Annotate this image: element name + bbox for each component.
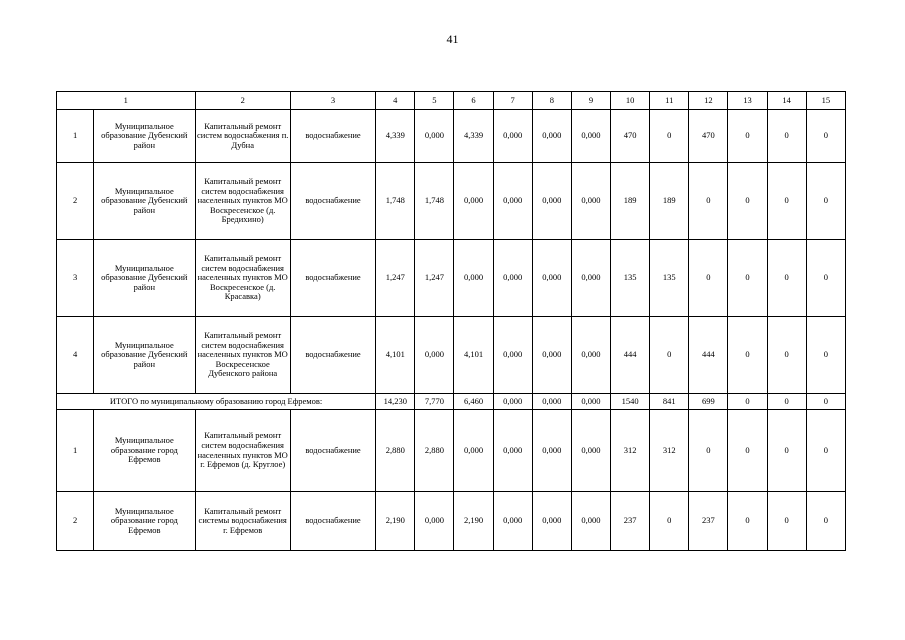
value-cell: 0,000 [454, 240, 493, 317]
value-cell: 0,000 [532, 240, 571, 317]
header-cell: 1 [57, 92, 196, 110]
value-cell: 4,101 [454, 317, 493, 394]
project-cell: Капитальный ремонт системы водоснабжения г. Ефремов [195, 492, 290, 551]
value-cell: 1,748 [415, 163, 454, 240]
total-value-cell: 0,000 [493, 394, 532, 410]
value-cell: 0,000 [493, 317, 532, 394]
value-cell: 0 [806, 492, 845, 551]
project-cell: Капитальный ремонт систем водоснабжения п. Дубна [195, 110, 290, 163]
value-cell: 312 [650, 410, 689, 492]
value-cell: 0,000 [454, 410, 493, 492]
value-cell: 0,000 [493, 410, 532, 492]
municipality-cell: Муниципальное образование город Ефремов [94, 492, 195, 551]
header-cell: 2 [195, 92, 290, 110]
project-cell: Капитальный ремонт систем водоснабжения населенных пунктов МО Воскресенское (д. Бредихино) [195, 163, 290, 240]
value-cell: 0 [689, 163, 728, 240]
value-cell: 189 [650, 163, 689, 240]
row-number-cell: 2 [57, 492, 94, 551]
value-cell: 0,000 [493, 163, 532, 240]
value-cell: 470 [689, 110, 728, 163]
value-cell: 0 [806, 110, 845, 163]
category-cell: водоснабжение [290, 110, 375, 163]
row-number-cell: 4 [57, 317, 94, 394]
municipality-cell: Муниципальное образование Дубенский район [94, 240, 195, 317]
municipality-cell: Муниципальное образование Дубенский район [94, 163, 195, 240]
value-cell: 0 [689, 410, 728, 492]
category-cell: водоснабжение [290, 240, 375, 317]
value-cell: 237 [611, 492, 650, 551]
category-cell: водоснабжение [290, 410, 375, 492]
table-row [57, 317, 846, 394]
value-cell: 444 [689, 317, 728, 394]
total-value-cell: 14,230 [376, 394, 415, 410]
value-cell: 2,880 [376, 410, 415, 492]
total-value-cell: 0,000 [571, 394, 610, 410]
value-cell: 0 [767, 410, 806, 492]
value-cell: 0 [689, 240, 728, 317]
header-cell: 4 [376, 92, 415, 110]
value-cell: 0 [806, 240, 845, 317]
total-value-cell: 1540 [611, 394, 650, 410]
category-cell: водоснабжение [290, 163, 375, 240]
table-row [57, 492, 846, 551]
total-value-cell: 841 [650, 394, 689, 410]
municipality-cell: Муниципальное образование город Ефремов [94, 410, 195, 492]
value-cell: 237 [689, 492, 728, 551]
value-cell: 470 [611, 110, 650, 163]
value-cell: 135 [650, 240, 689, 317]
value-cell: 135 [611, 240, 650, 317]
header-row [57, 92, 846, 110]
header-cell: 15 [806, 92, 845, 110]
value-cell: 0 [728, 240, 767, 317]
municipality-cell: Муниципальное образование Дубенский район [94, 317, 195, 394]
value-cell: 4,339 [454, 110, 493, 163]
value-cell: 0 [650, 492, 689, 551]
value-cell: 0,000 [571, 492, 610, 551]
value-cell: 0 [767, 163, 806, 240]
row-number-cell: 1 [57, 410, 94, 492]
value-cell: 0,000 [571, 317, 610, 394]
total-value-cell: 0 [767, 394, 806, 410]
value-cell: 189 [611, 163, 650, 240]
total-value-cell: 0 [728, 394, 767, 410]
municipality-cell: Муниципальное образование Дубенский район [94, 110, 195, 163]
project-cell: Капитальный ремонт систем водоснабжения населенных пунктов МО г. Ефремов (д. Круглое) [195, 410, 290, 492]
row-number-cell: 2 [57, 163, 94, 240]
total-value-cell: 6,460 [454, 394, 493, 410]
header-cell: 3 [290, 92, 375, 110]
page-number: 41 [446, 32, 459, 46]
value-cell: 4,339 [376, 110, 415, 163]
value-cell: 0,000 [454, 163, 493, 240]
value-cell: 4,101 [376, 317, 415, 394]
value-cell: 0,000 [532, 492, 571, 551]
header-cell: 6 [454, 92, 493, 110]
value-cell: 0 [728, 410, 767, 492]
value-cell: 0 [728, 492, 767, 551]
value-cell: 312 [611, 410, 650, 492]
value-cell: 2,880 [415, 410, 454, 492]
value-cell: 0,000 [493, 240, 532, 317]
value-cell: 0,000 [493, 492, 532, 551]
value-cell: 0 [728, 110, 767, 163]
value-cell: 0,000 [571, 240, 610, 317]
table-row [57, 240, 846, 317]
header-cell: 14 [767, 92, 806, 110]
value-cell: 0,000 [493, 110, 532, 163]
total-value-cell: 0 [806, 394, 845, 410]
value-cell: 0,000 [415, 492, 454, 551]
header-cell: 5 [415, 92, 454, 110]
header-cell: 8 [532, 92, 571, 110]
table-row [57, 163, 846, 240]
total-label-cell: ИТОГО по муниципальному образованию город Ефремов: [57, 394, 376, 410]
category-cell: водоснабжение [290, 317, 375, 394]
value-cell: 0,000 [532, 110, 571, 163]
value-cell: 0 [650, 317, 689, 394]
value-cell: 0 [767, 240, 806, 317]
project-cell: Капитальный ремонт систем водоснабжения населенных пунктов МО Воскресенское Дубенского района [195, 317, 290, 394]
value-cell: 1,247 [376, 240, 415, 317]
row-number-cell: 1 [57, 110, 94, 163]
data-table [56, 91, 846, 551]
header-cell: 10 [611, 92, 650, 110]
header-cell: 11 [650, 92, 689, 110]
value-cell: 1,247 [415, 240, 454, 317]
total-value-cell: 7,770 [415, 394, 454, 410]
total-row [57, 394, 846, 410]
value-cell: 0,000 [571, 163, 610, 240]
header-cell: 9 [571, 92, 610, 110]
value-cell: 0 [767, 110, 806, 163]
value-cell: 0 [728, 317, 767, 394]
header-cell: 7 [493, 92, 532, 110]
value-cell: 0 [806, 410, 845, 492]
value-cell: 0 [806, 317, 845, 394]
value-cell: 0 [728, 163, 767, 240]
total-value-cell: 0,000 [532, 394, 571, 410]
value-cell: 0,000 [415, 110, 454, 163]
value-cell: 2,190 [376, 492, 415, 551]
value-cell: 0,000 [532, 317, 571, 394]
table-row [57, 110, 846, 163]
value-cell: 444 [611, 317, 650, 394]
value-cell: 0 [650, 110, 689, 163]
value-cell: 0,000 [571, 410, 610, 492]
value-cell: 0,000 [571, 110, 610, 163]
value-cell: 0 [806, 163, 845, 240]
value-cell: 0,000 [415, 317, 454, 394]
value-cell: 0,000 [532, 163, 571, 240]
header-cell: 12 [689, 92, 728, 110]
value-cell: 0 [767, 317, 806, 394]
value-cell: 0 [767, 492, 806, 551]
value-cell: 1,748 [376, 163, 415, 240]
row-number-cell: 3 [57, 240, 94, 317]
table-row [57, 410, 846, 492]
header-cell: 13 [728, 92, 767, 110]
project-cell: Капитальный ремонт систем водоснабжения населенных пунктов МО Воскресенское (д. Красавка) [195, 240, 290, 317]
total-value-cell: 699 [689, 394, 728, 410]
value-cell: 2,190 [454, 492, 493, 551]
value-cell: 0,000 [532, 410, 571, 492]
category-cell: водоснабжение [290, 492, 375, 551]
